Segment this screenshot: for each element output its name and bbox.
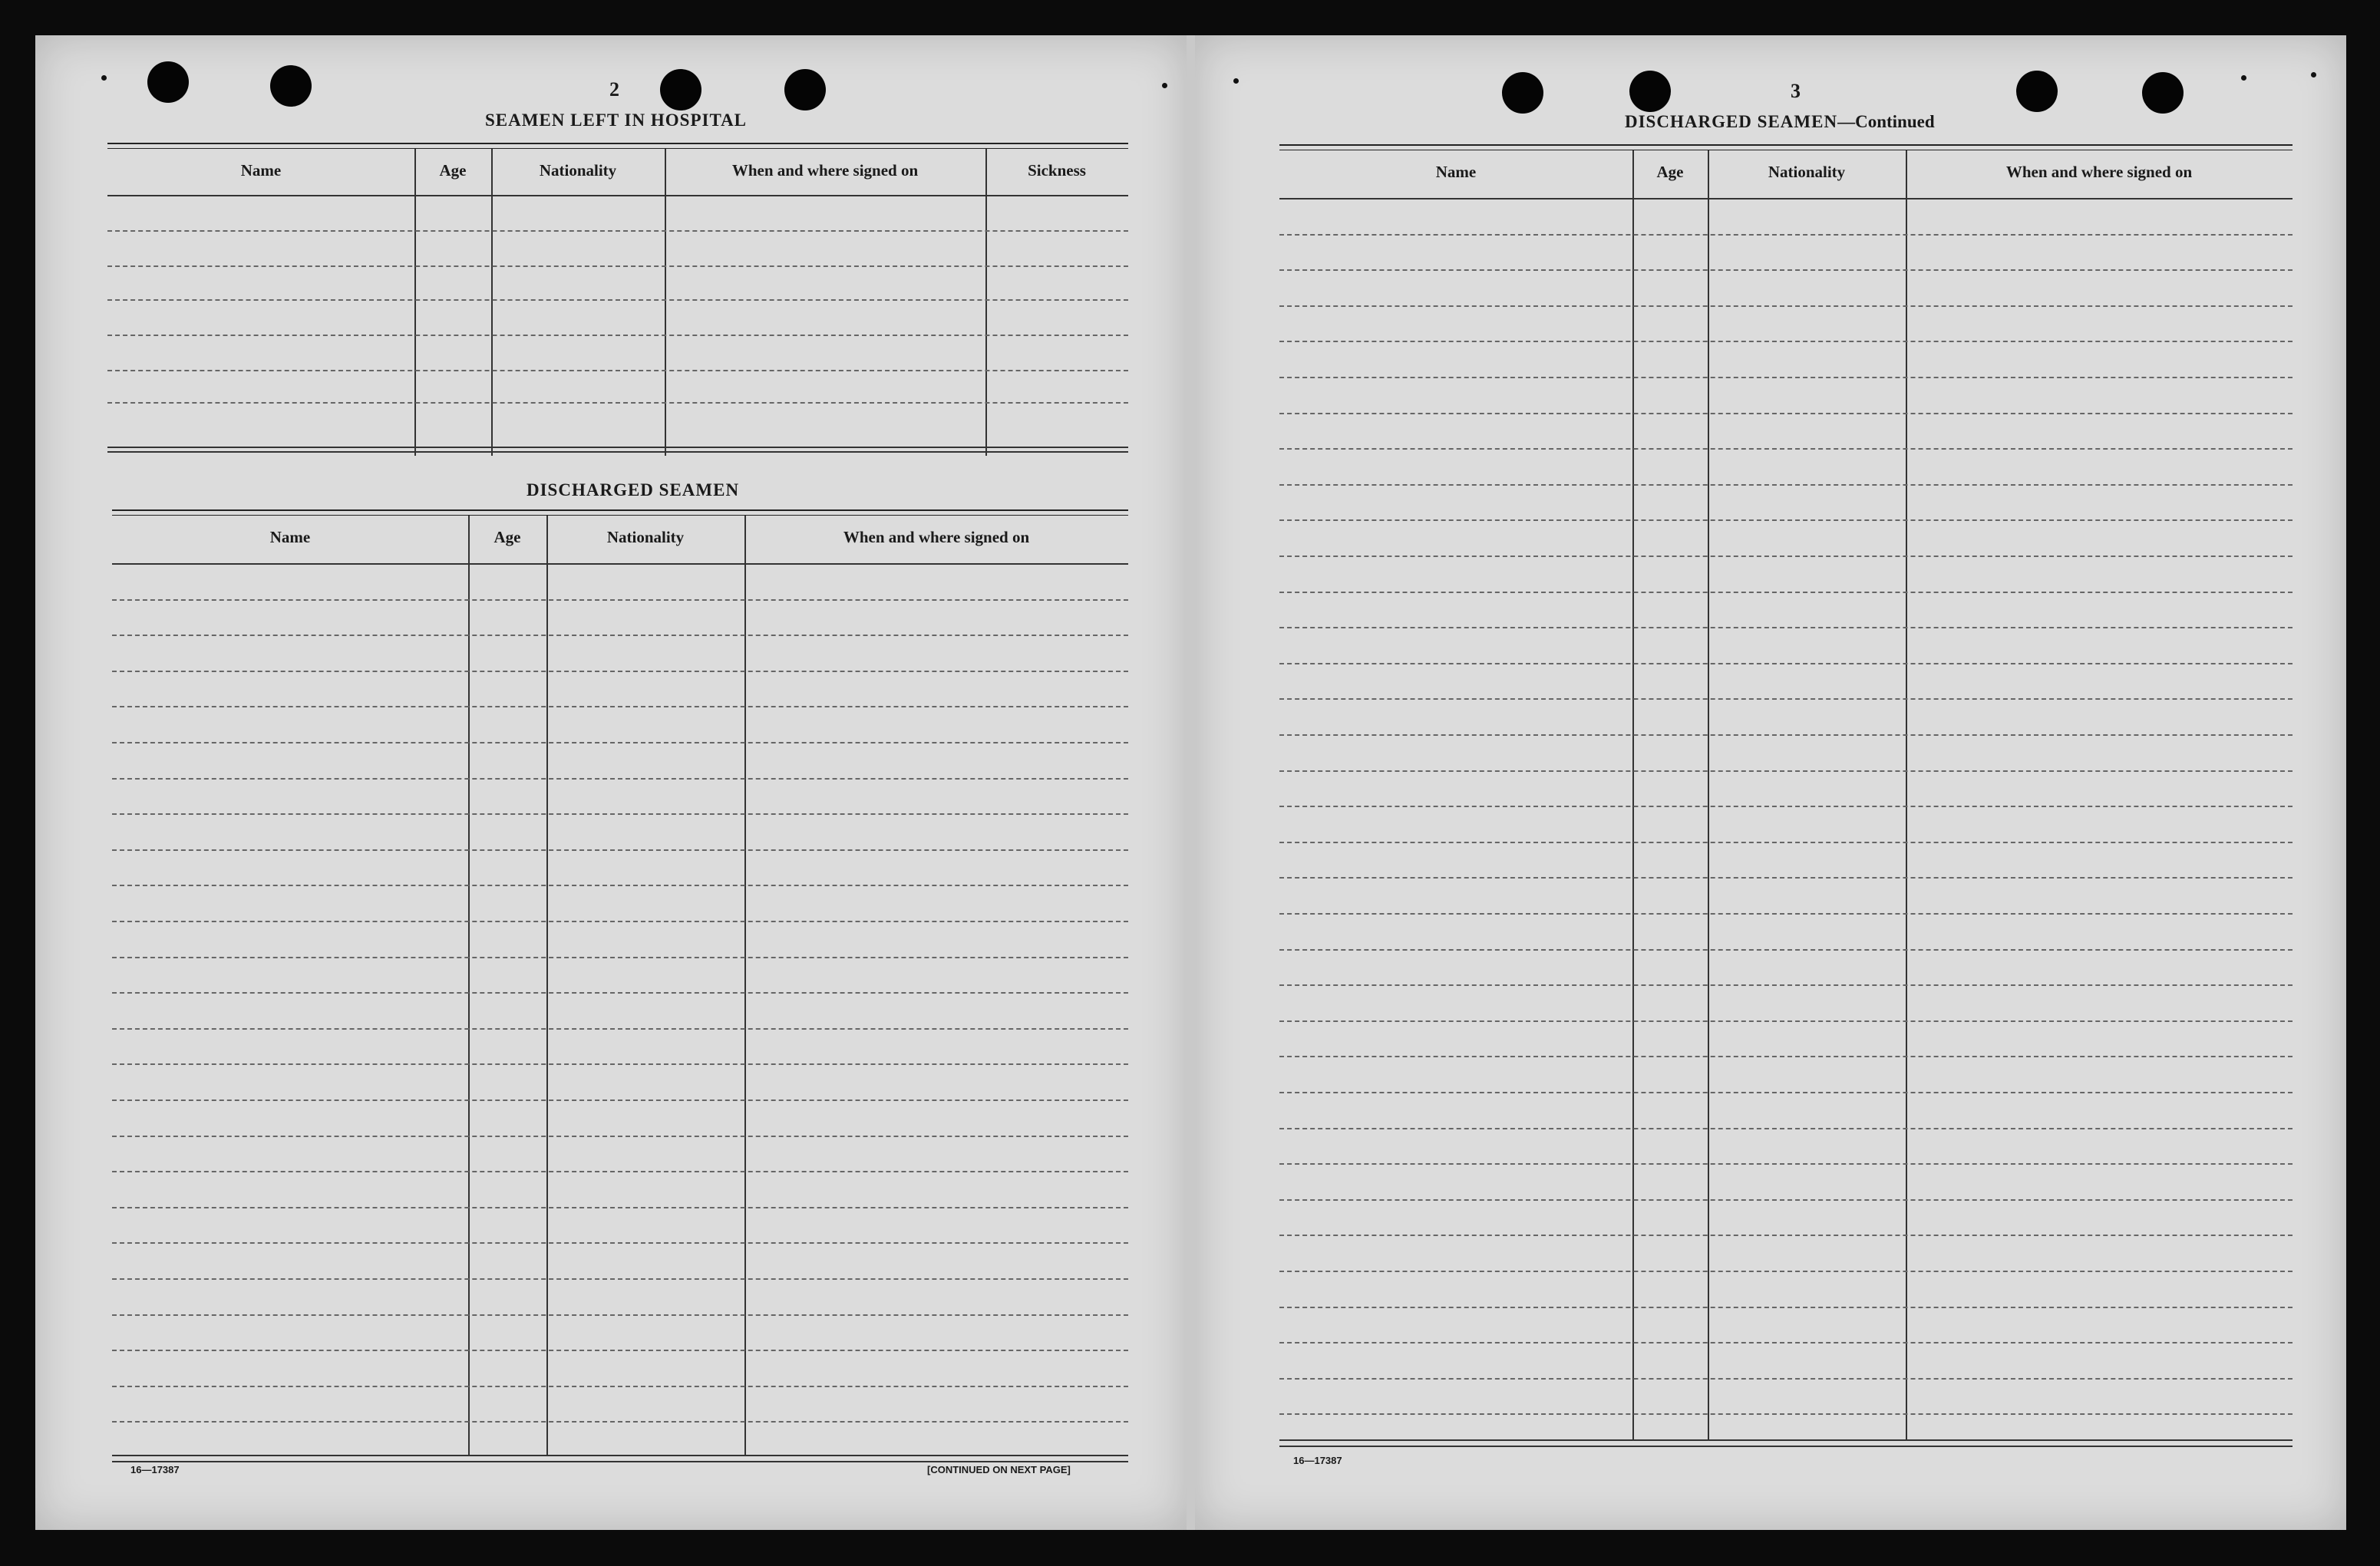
right-page: [1195, 35, 2346, 1530]
table-row: [112, 635, 1128, 636]
table-row: [1279, 234, 2293, 236]
continued-note: [CONTINUED ON NEXT PAGE]: [927, 1464, 1071, 1475]
page-number: 3: [1791, 80, 1801, 102]
col-header-nationality: Nationality: [1768, 163, 1846, 181]
page-number: 2: [609, 78, 619, 101]
col-header-when-where: When and where signed on: [843, 528, 1030, 546]
table-row: [1279, 877, 2293, 879]
page-seam: [1187, 35, 1195, 1530]
table-row: [1279, 592, 2293, 593]
punch-dot-icon: [101, 75, 107, 81]
discharged-table: [112, 509, 1128, 1467]
table-row: [112, 813, 1128, 815]
col-header-name: Name: [1435, 163, 1477, 181]
col-header-when-where: When and where signed on: [731, 161, 919, 180]
table-row: [112, 921, 1128, 922]
hospital-table-title: SEAMEN LEFT IN HOSPITAL: [485, 110, 748, 130]
table-row: [112, 1386, 1128, 1387]
table-row: [112, 599, 1128, 601]
table-row: [1279, 269, 2293, 271]
table-row: [1279, 949, 2293, 951]
table-row: [1279, 698, 2293, 700]
table-row: [1279, 1199, 2293, 1201]
col-header-sickness: Sickness: [1028, 161, 1086, 180]
form-code: 16—17387: [130, 1464, 180, 1475]
table-row: [1279, 1092, 2293, 1093]
col-header-name: Name: [240, 161, 282, 180]
table-row: [1279, 519, 2293, 521]
table-row: [1279, 377, 2293, 378]
binder-hole-icon: [2016, 71, 2058, 112]
table-row: [1279, 413, 2293, 414]
col-header-age: Age: [493, 528, 521, 546]
table-row: [1279, 806, 2293, 807]
col-header-age: Age: [1656, 163, 1684, 181]
table-row: [1279, 734, 2293, 736]
table-row: [112, 957, 1128, 958]
table-row: [112, 1063, 1128, 1065]
binder-hole-icon: [784, 69, 826, 110]
punch-dot-icon: [2311, 72, 2316, 77]
table-row: [1279, 1235, 2293, 1236]
table-row: [1279, 984, 2293, 986]
binder-hole-icon: [270, 65, 312, 107]
punch-dot-icon: [1162, 83, 1167, 88]
form-code: 16—17387: [1293, 1455, 1342, 1466]
col-header-name: Name: [269, 528, 311, 546]
binder-hole-icon: [1629, 71, 1671, 112]
col-header-nationality: Nationality: [539, 161, 617, 180]
table-row: [1279, 770, 2293, 772]
table-row: [112, 742, 1128, 743]
table-row: [1279, 1413, 2293, 1415]
table-row: [112, 1314, 1128, 1316]
table-row: [1279, 842, 2293, 843]
table-row: [1279, 1342, 2293, 1343]
table-row: [112, 849, 1128, 851]
table-row: [1279, 1271, 2293, 1272]
table-row: [112, 1421, 1128, 1423]
discharged-continued-table: [1279, 144, 2293, 1449]
punch-dot-icon: [1233, 78, 1239, 84]
table-row: [1279, 1163, 2293, 1165]
col-header-when-where: When and where signed on: [2005, 163, 2193, 181]
table-row: [1279, 627, 2293, 628]
table-row: [112, 671, 1128, 672]
title-suffix: —Continued: [1837, 112, 1935, 131]
table-row: [112, 1028, 1128, 1030]
table-row: [112, 706, 1128, 707]
binder-hole-icon: [147, 61, 189, 103]
table-row: [112, 1242, 1128, 1244]
table-row: [112, 778, 1128, 780]
table-row: [1279, 448, 2293, 450]
punch-dot-icon: [2241, 75, 2246, 81]
hospital-table: [107, 143, 1128, 457]
table-row: [112, 992, 1128, 994]
col-header-nationality: Nationality: [606, 528, 685, 546]
title-main: DISCHARGED SEAMEN: [1625, 112, 1838, 131]
table-row: [112, 1099, 1128, 1101]
left-page: [35, 35, 1187, 1530]
discharged-continued-title: [1625, 112, 1935, 132]
table-row: [1279, 663, 2293, 664]
table-row: [112, 1136, 1128, 1137]
table-row: [1279, 1020, 2293, 1022]
table-row: [1279, 913, 2293, 915]
binder-hole-icon: [660, 69, 701, 110]
table-row: [112, 885, 1128, 886]
discharged-table-title: DISCHARGED SEAMEN: [527, 480, 740, 499]
table-row: [1279, 556, 2293, 557]
table-row: [1279, 1307, 2293, 1308]
table-row: [1279, 1056, 2293, 1057]
table-row: [112, 1278, 1128, 1280]
table-row: [1279, 305, 2293, 307]
table-row: [112, 1171, 1128, 1172]
binder-hole-icon: [2142, 72, 2184, 114]
table-row: [112, 1207, 1128, 1208]
table-row: [1279, 341, 2293, 342]
table-row: [1279, 484, 2293, 486]
col-header-age: Age: [439, 161, 467, 180]
table-row: [112, 1350, 1128, 1351]
binder-hole-icon: [1502, 72, 1543, 114]
table-row: [1279, 1378, 2293, 1380]
table-row: [1279, 1128, 2293, 1129]
